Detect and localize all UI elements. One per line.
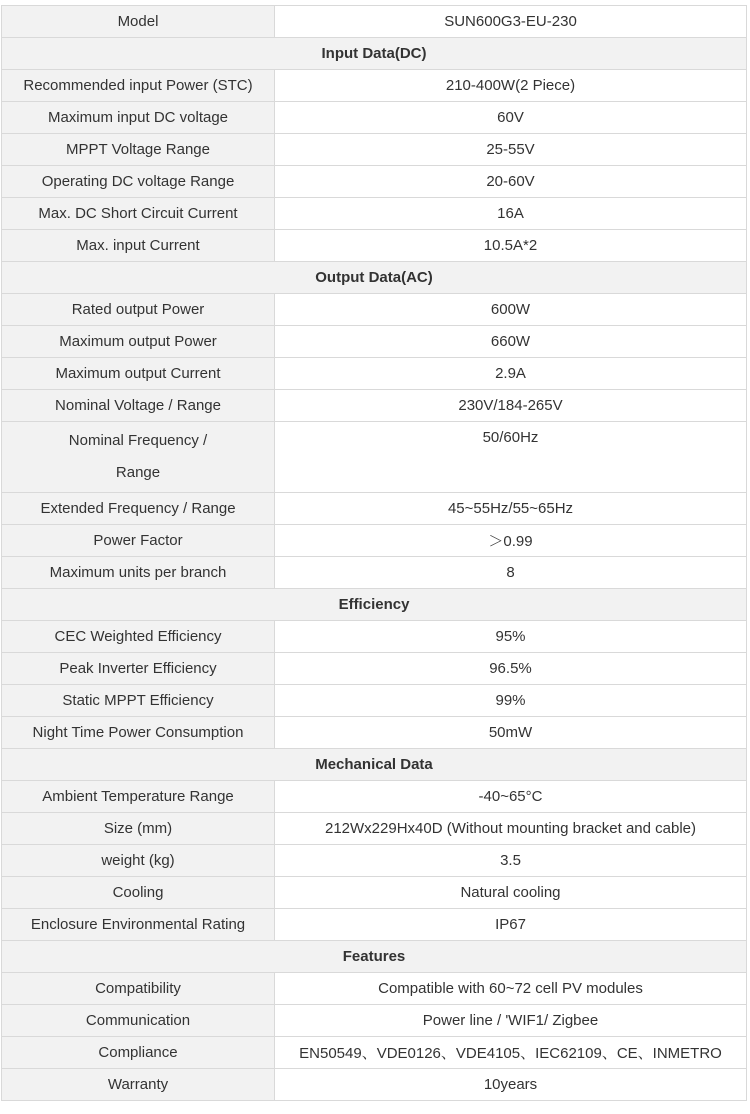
spec-label: Maximum units per branch: [2, 557, 275, 589]
section-title: Efficiency: [2, 589, 747, 621]
spec-label: Maximum input DC voltage: [2, 102, 275, 134]
spec-label: Power Factor: [2, 525, 275, 557]
spec-label-line: Nominal Frequency /: [68, 432, 208, 449]
section-header-efficiency: [2, 589, 747, 621]
spec-value: 25-55V: [275, 134, 747, 166]
section-header-output-ac: [2, 262, 747, 294]
spec-label: Compatibility: [2, 973, 275, 1005]
spec-row: [2, 294, 747, 326]
section-header-mechanical: [2, 749, 747, 781]
model-row: [2, 6, 747, 38]
spec-value: 50/60Hz: [275, 422, 747, 493]
spec-row: [2, 166, 747, 198]
spec-label: Static MPPT Efficiency: [2, 685, 275, 717]
spec-row: [2, 813, 747, 845]
spec-table: [1, 5, 747, 1101]
spec-label: Nominal Voltage / Range: [2, 390, 275, 422]
spec-label: Maximum output Power: [2, 326, 275, 358]
spec-label-line: Range: [115, 464, 161, 481]
spec-label: Enclosure Environmental Rating: [2, 909, 275, 941]
section-title: Output Data(AC): [2, 262, 747, 294]
spec-row: [2, 358, 747, 390]
spec-row: [2, 390, 747, 422]
spec-value: 660W: [275, 326, 747, 358]
spec-value: -40~65°C: [275, 781, 747, 813]
spec-row: [2, 877, 747, 909]
spec-row: [2, 70, 747, 102]
spec-value: Compatible with 60~72 cell PV modules: [275, 973, 747, 1005]
spec-row: [2, 909, 747, 941]
spec-label: Communication: [2, 1005, 275, 1037]
spec-row: [2, 621, 747, 653]
spec-row: [2, 134, 747, 166]
spec-label: [2, 422, 275, 493]
spec-label: Extended Frequency / Range: [2, 493, 275, 525]
spec-label: Max. DC Short Circuit Current: [2, 198, 275, 230]
spec-value: 16A: [275, 198, 747, 230]
spec-value: 10years: [275, 1069, 747, 1101]
spec-value: 99%: [275, 685, 747, 717]
spec-row: [2, 781, 747, 813]
spec-label: Night Time Power Consumption: [2, 717, 275, 749]
spec-label: CEC Weighted Efficiency: [2, 621, 275, 653]
spec-label: Max. input Current: [2, 230, 275, 262]
spec-row: [2, 102, 747, 134]
spec-value: ＞0.99: [275, 525, 747, 557]
spec-row: [2, 422, 747, 493]
spec-label: Rated output Power: [2, 294, 275, 326]
spec-row: [2, 717, 747, 749]
spec-row: [2, 557, 747, 589]
spec-label: Cooling: [2, 877, 275, 909]
spec-label: Compliance: [2, 1037, 275, 1069]
spec-label: Size (mm): [2, 813, 275, 845]
spec-value: 10.5A*2: [275, 230, 747, 262]
section-header-features: [2, 941, 747, 973]
spec-row: [2, 493, 747, 525]
spec-label: weight (kg): [2, 845, 275, 877]
section-title: Features: [2, 941, 747, 973]
spec-value: 96.5%: [275, 653, 747, 685]
spec-label: Peak Inverter Efficiency: [2, 653, 275, 685]
spec-row: [2, 1005, 747, 1037]
spec-value: 212Wx229Hx40D (Without mounting bracket and cable): [275, 813, 747, 845]
spec-label: MPPT Voltage Range: [2, 134, 275, 166]
spec-value: IP67: [275, 909, 747, 941]
spec-row: [2, 230, 747, 262]
spec-value: Power line / 'WIF1/ Zigbee: [275, 1005, 747, 1037]
spec-value: 8: [275, 557, 747, 589]
model-label: Model: [2, 6, 275, 38]
spec-value: 2.9A: [275, 358, 747, 390]
spec-row: [2, 1069, 747, 1101]
spec-label: Maximum output Current: [2, 358, 275, 390]
spec-label: Warranty: [2, 1069, 275, 1101]
section-header-input-dc: [2, 38, 747, 70]
spec-value: 20-60V: [275, 166, 747, 198]
spec-row: [2, 845, 747, 877]
spec-label: Operating DC voltage Range: [2, 166, 275, 198]
spec-row: [2, 326, 747, 358]
spec-value: 60V: [275, 102, 747, 134]
spec-value: EN50549、VDE0126、VDE4105、IEC62109、CE、INMETRO: [275, 1037, 747, 1069]
section-title: Input Data(DC): [2, 38, 747, 70]
spec-row: [2, 525, 747, 557]
spec-row: [2, 973, 747, 1005]
spec-row: [2, 198, 747, 230]
spec-row: [2, 1037, 747, 1069]
spec-value: 600W: [275, 294, 747, 326]
spec-value: 230V/184-265V: [275, 390, 747, 422]
section-title: Mechanical Data: [2, 749, 747, 781]
model-value: SUN600G3-EU-230: [275, 6, 747, 38]
spec-value: 210-400W(2 Piece): [275, 70, 747, 102]
spec-value: 45~55Hz/55~65Hz: [275, 493, 747, 525]
spec-value: Natural cooling: [275, 877, 747, 909]
spec-row: [2, 653, 747, 685]
spec-label: Recommended input Power (STC): [2, 70, 275, 102]
spec-value: 50mW: [275, 717, 747, 749]
spec-value: 95%: [275, 621, 747, 653]
spec-label: Ambient Temperature Range: [2, 781, 275, 813]
spec-value: 3.5: [275, 845, 747, 877]
spec-row: [2, 685, 747, 717]
